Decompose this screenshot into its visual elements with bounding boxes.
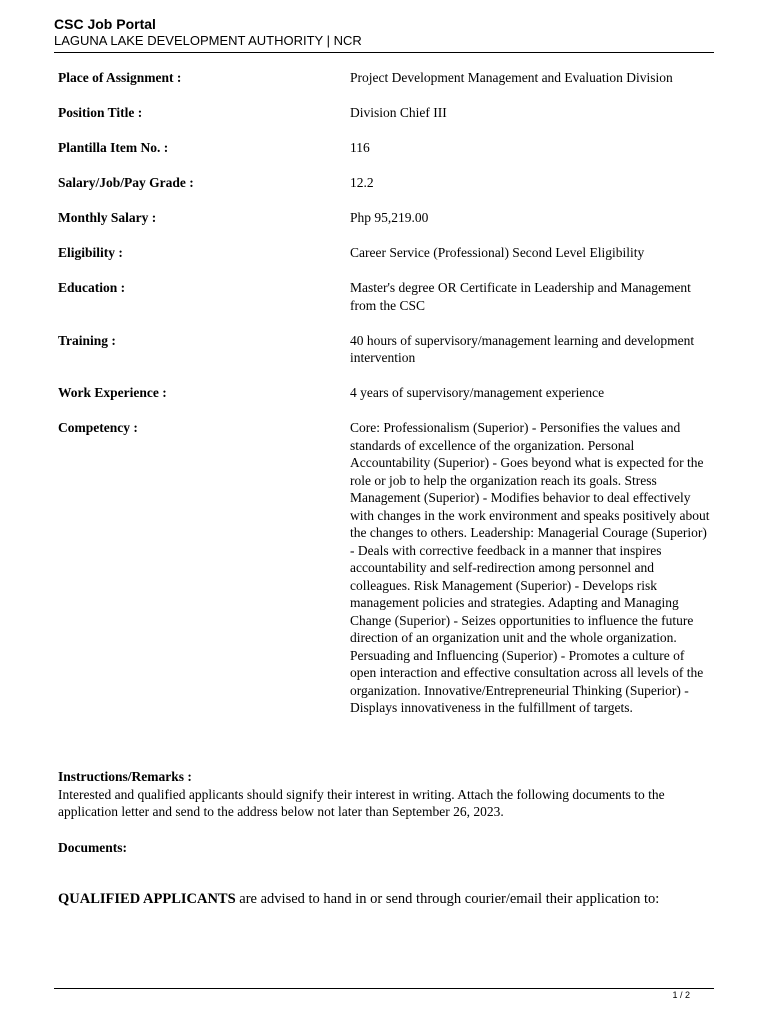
field-label: Education : <box>58 280 126 295</box>
documents-heading: Documents: <box>58 840 127 855</box>
field-value: Division Chief III <box>350 105 447 120</box>
agency-subtitle: LAGUNA LAKE DEVELOPMENT AUTHORITY | NCR <box>54 33 362 48</box>
field-value: 12.2 <box>350 175 374 190</box>
instructions-section <box>58 768 708 821</box>
field-position-title <box>58 104 718 122</box>
field-value: Career Service (Professional) Second Level Eligibility <box>350 245 645 260</box>
page-number: 1 / 2 <box>672 990 690 1000</box>
field-education <box>58 279 718 314</box>
qualified-applicants-section <box>58 891 708 909</box>
qualified-text: are advised to hand in or send through courier/email their application to: <box>235 891 660 907</box>
qualified-lead: QUALIFIED APPLICANTS <box>58 891 236 907</box>
documents-section <box>58 839 708 857</box>
field-label: Eligibility : <box>58 245 123 260</box>
field-value: 40 hours of supervisory/management learning and development intervention <box>350 332 695 365</box>
field-monthly-salary <box>58 209 718 227</box>
field-label: Training : <box>58 332 116 348</box>
field-label: Work Experience : <box>58 385 167 400</box>
instructions-text: Interested and qualified applicants should signify their interest in writing. Attach the following documents to the application letter and send to the address below not later than September 26, 2023. <box>58 786 665 819</box>
field-eligibility <box>58 244 718 262</box>
portal-title: CSC Job Portal <box>54 16 156 32</box>
instructions-heading: Instructions/Remarks : <box>58 769 192 784</box>
field-plantilla-item <box>58 139 718 157</box>
field-competency <box>58 419 718 717</box>
field-value: Master's degree OR Certificate in Leadership and Management from the CSC <box>350 280 691 313</box>
field-value: Php 95,219.00 <box>350 210 429 225</box>
field-label: Position Title : <box>58 105 143 120</box>
field-label: Salary/Job/Pay Grade : <box>58 175 194 190</box>
field-label: Competency : <box>58 420 138 435</box>
field-value: Core: Professionalism (Superior) - Personifies the values and standards of excellence of the organization. Personal Accountability (Superior) - Goes beyond what is expected for the role or job to help the organization reach its goals. Stress Management (Superior) - Modifies behavior to deal effectively with changes in the work environment and speaks positively about the changes to others. Leadership: Managerial Courage (Superior) - Deals with corrective feedback in a manner that inspires accountability and self-redirection among personnel and colleagues. Risk Management (Superior) - Develops risk management policies and strategies. Adapting and Managing Change (Superior) - Seizes opportunities to influence the future direction of an organization unit and the whole organization. Persuading and Influencing (Superior) - Promotes a culture of open interaction and effective consultation across all levels of the organization. Innovative/Entrepreneurial Thinking (Superior) - Displays innovativeness in the fulfillment of targets. <box>350 420 710 715</box>
field-label: Place of Assignment : <box>58 70 182 85</box>
footer-divider <box>54 988 714 989</box>
field-place-of-assignment <box>58 69 718 87</box>
field-work-experience <box>58 384 718 402</box>
job-details <box>58 69 718 717</box>
page-header <box>54 16 714 49</box>
field-label: Plantilla Item No. : <box>58 140 169 155</box>
field-salary-grade <box>58 174 718 192</box>
field-value: 116 <box>350 140 370 155</box>
field-value: 4 years of supervisory/management experience <box>350 385 605 400</box>
field-value: Project Development Management and Evaluation Division <box>350 70 673 85</box>
field-training <box>58 332 718 367</box>
header-divider <box>54 52 714 53</box>
field-label: Monthly Salary : <box>58 210 157 225</box>
